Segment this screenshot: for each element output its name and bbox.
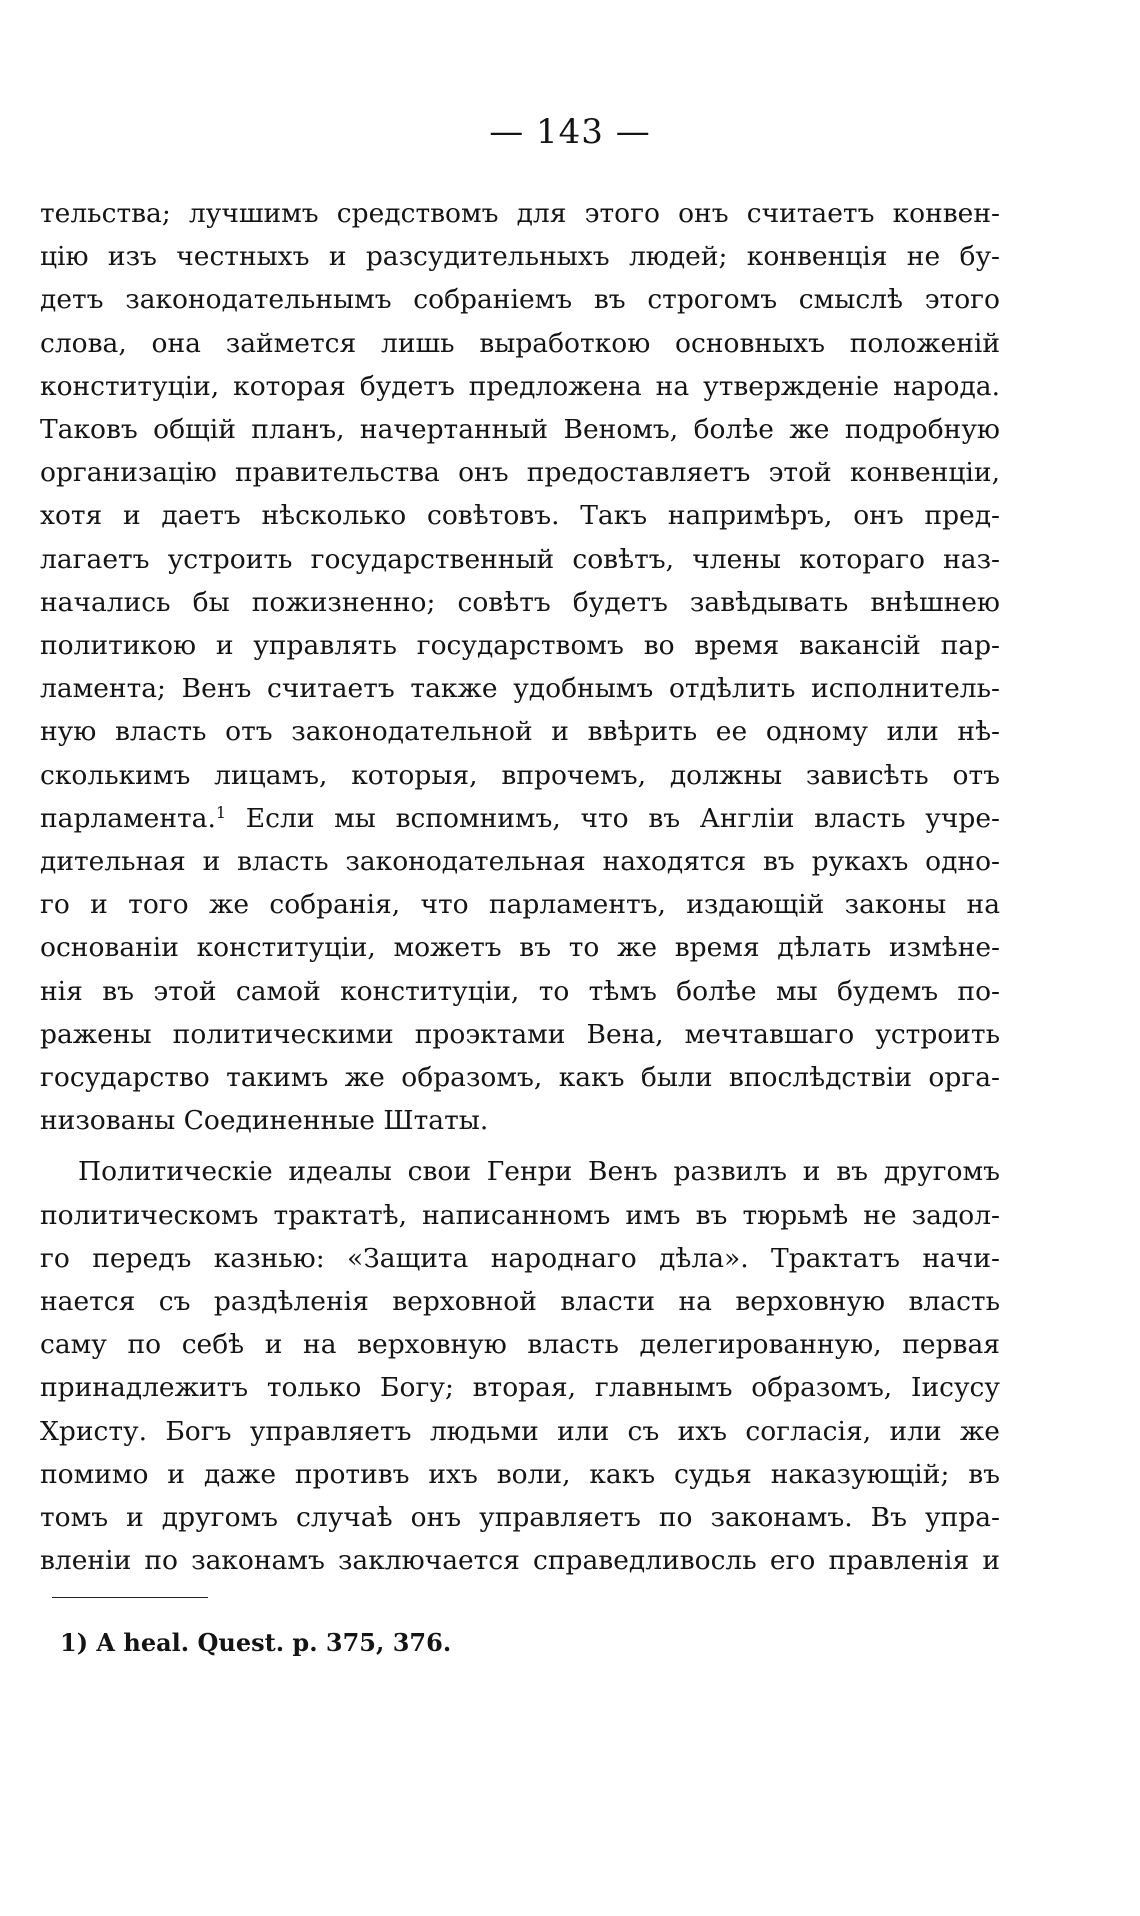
text-line: ную власть отъ законодательной и ввѣрить ее одному или нѣ- [40,716,1000,748]
text-line: го и того же собранія, что парламентъ, издающій законы на [40,889,1000,921]
footnote: 1) A heal. Quest. p. 375, 376. [60,1628,452,1657]
text-line: слова, она займется лишь выработкою основныхъ положеній [40,327,1000,359]
text-line: томъ и другомъ случаѣ онъ управляетъ по законамъ. Въ упра- [40,1502,1000,1534]
text-line: Таковъ общій планъ, начертанный Веномъ, болѣе же подробную [40,414,1000,446]
text-line: государство такимъ же образомъ, какъ были впослѣдствіи орга- [40,1062,1000,1094]
text-line: ражены политическими проэктами Вена, мечтавшаго устроить [40,1018,1000,1050]
text-line [40,797,1000,840]
text-line: основаніи конституціи, можетъ въ то же время дѣлать измѣне- [40,932,1000,964]
text-line: организацію правительства онъ предоставляетъ этой конвенціи, [40,457,1000,489]
text-line: политикою и управлять государствомъ во время вакансій пар- [40,630,1000,662]
text-line: тельства; лучшимъ средствомъ для этого онъ считаетъ конвен- [40,198,1000,229]
text-line: лагаетъ устроить государственный совѣтъ, члены котораго наз- [40,543,1000,575]
text-line: нія въ этой самой конституціи, то тѣмъ болѣе мы будемъ по- [40,975,1000,1007]
text-line: сколькимъ лицамъ, которыя, впрочемъ, должны зависѣть отъ [40,759,1000,791]
text-line: саму по себѣ и на верховную власть делегированную, первая [40,1329,1000,1361]
text-line: Политическіе идеалы свои Генри Венъ развилъ и въ другомъ [78,1156,1000,1188]
page-number: — 143 — [489,112,651,152]
text-line: вленіи по законамъ заключается справедливосль его правленія и [40,1545,1000,1577]
text-line: политическомъ трактатѣ, написанномъ имъ въ тюрьмѣ не задол- [40,1199,1000,1231]
text-line: Христу. Богъ управляетъ людьми или съ ихъ согласія, или же [40,1415,1000,1447]
text-line: дительная и власть законодательная находятся въ рукахъ одно- [40,846,1000,878]
footnote-separator [52,1597,208,1598]
paragraph [40,1150,1000,1582]
text-line: цію изъ честныхъ и разсудительныхъ людей; конвенція не бу- [40,241,1000,273]
text-line: конституціи, которая будетъ предложена на утвержденіе народа. [40,370,1000,402]
text-line: хотя и даетъ нѣсколько совѣтовъ. Такъ напримѣръ, онъ пред- [40,500,1000,532]
text-line: начались бы пожизненно; совѣтъ будетъ завѣдывать внѣшнею [40,586,1000,618]
text-line: помимо и даже противъ ихъ воли, какъ судья наказующій; въ [40,1458,1000,1490]
text-line: принадлежитъ только Богу; вторая, главнымъ образомъ, Іисусу [40,1372,1000,1404]
text-line: детъ законодательнымъ собраніемъ въ строгомъ смыслѣ этого [40,284,1000,316]
text-line: го передъ казнью: «Защита народнаго дѣла». Трактатъ начи- [40,1242,1000,1274]
text-line: нается съ раздѣленія верховной власти на верховную власть [40,1286,1000,1318]
text-line: низованы Соединенные Штаты. [40,1105,489,1137]
text-line: ламента; Венъ считаетъ также удобнымъ отдѣлить исполнитель- [40,673,1000,705]
text-fragment: парламента. [40,802,216,834]
paragraph [40,192,1000,1142]
text-fragment: Если мы вспомнимъ, что въ Англіи власть учре- [245,802,1000,834]
footnote-ref: 1 [215,802,227,822]
body-text [40,192,1000,1583]
